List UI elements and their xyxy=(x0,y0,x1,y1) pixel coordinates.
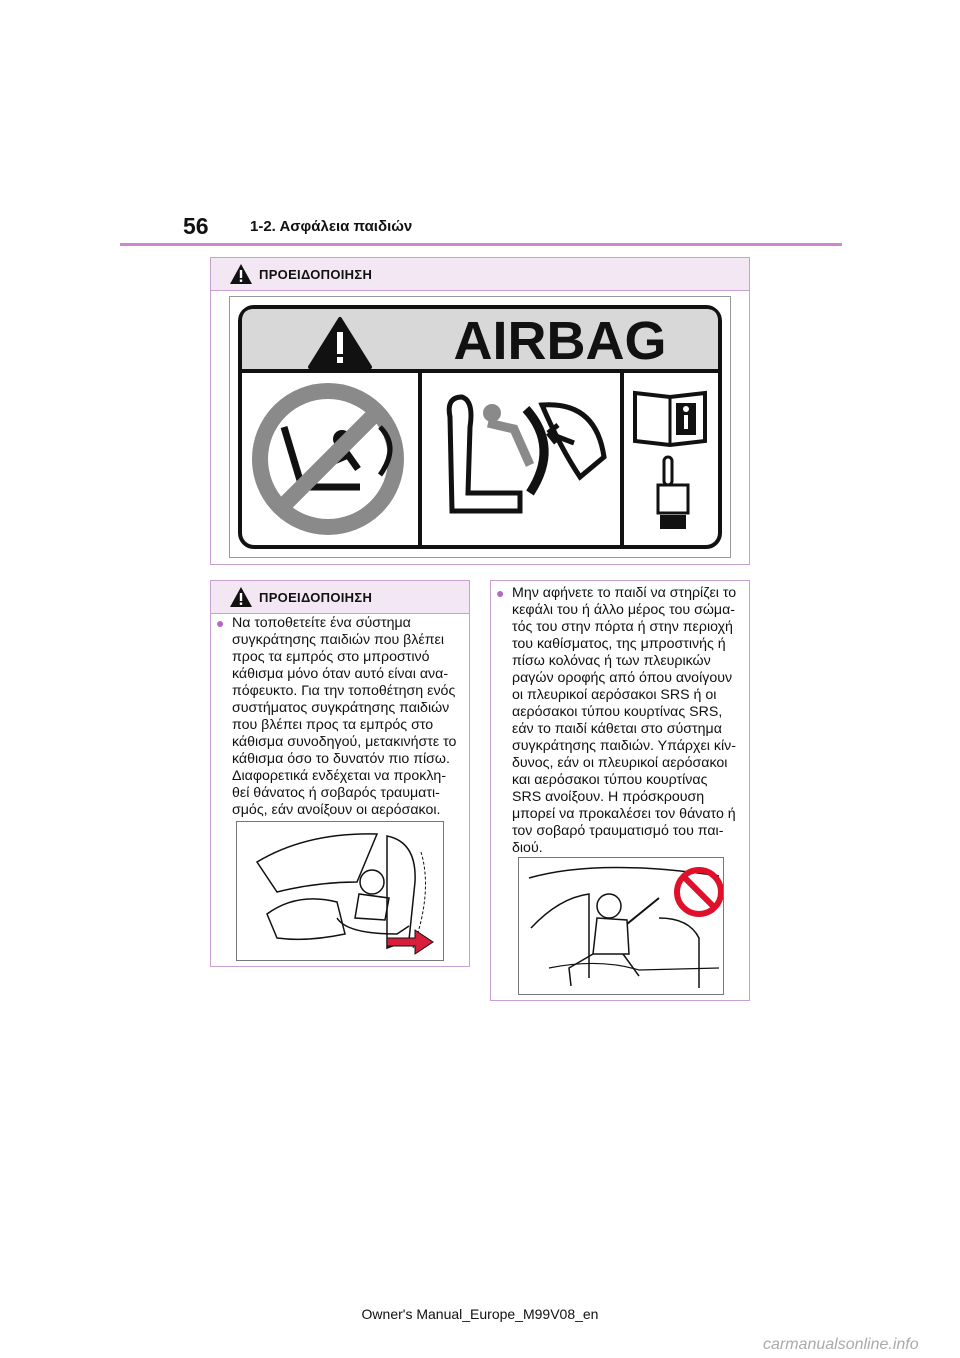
page-number: 56 xyxy=(183,213,209,239)
warning-title: ΠΡΟΕΙΔΟΠΟΙΗΣΗ xyxy=(259,267,373,282)
section-title: 1-2. Ασφάλεια παιδιών xyxy=(250,218,413,235)
header-rule xyxy=(120,243,842,246)
warning-left-paragraph xyxy=(216,615,466,825)
warning-box-right xyxy=(490,580,750,1001)
warning-box-left xyxy=(210,580,470,967)
warning-triangle-icon xyxy=(229,263,253,285)
airbag-label-figure xyxy=(229,296,731,558)
footer-manual-id: Owner's Manual_Europe_M99V08_en xyxy=(361,1306,599,1322)
prohibited-icon xyxy=(677,870,721,914)
warning-right-paragraph xyxy=(496,585,746,859)
front-seat-child-restraint-illustration xyxy=(236,821,444,961)
warning-title: ΠΡΟΕΙΔΟΠΟΙΗΣΗ xyxy=(259,590,373,605)
warning-triangle-icon xyxy=(229,586,253,608)
warning-left-text: Να τοποθετείτε ένα σύστημα συγκράτησης παιδιών που βλέπει προς τα εμπρός στο μπροστινό κάθισμα μόνο όταν αυτό είναι ανα- πόφευκτο. Για την τοποθέτηση ενός συστήματος συγκράτησης παιδιών που βλέπει προς τα εμπρός στο κάθισμα συνοδηγού, μετακινήστε το κάθισμα όσο το δυνατόν πιο πίσω. Διαφορετικά ενδέχεται να προκλη- θεί θάνατος ή σοβαρός τραυματι- σμός, εάν ανοίξουν οι αερόσακοι. xyxy=(232,615,457,818)
child-leaning-prohibited-illustration xyxy=(518,857,724,995)
read-manual-icon xyxy=(635,393,705,445)
bullet-icon: ● xyxy=(216,615,225,631)
warning-box-top xyxy=(210,257,750,565)
airbag-label-text: AIRBAG xyxy=(453,311,667,371)
warning-right-text: Μην αφήνετε το παιδί να στηρίζει το κεφάλι του ή άλλο μέρος του σώμα- τός του στην πόρτα ή στην περιοχή του καθίσματος, της μπροστινής ή πίσω κολόνας ή των πλευρικών ραγών οροφής από όπου ανοίγουν οι πλευρικοί αερόσακοι SRS ή οι αερόσακοι τύπου κουρτίνας SRS, εάν το παιδί κάθεται στο σύστημα συγκράτησης παιδιών. Υπάρχει κίν- δυνος, εάν οι πλευρικοί αερόσακοι και αερόσακοι τύπου κουρτίνας SRS ανοίξουν. Η πρόσκρουση μπορεί να προκαλέσει τον θάνατο ή τον σοβαρό τραυματισμό του παι- διού. xyxy=(512,585,737,856)
warning-header xyxy=(211,581,469,614)
bullet-icon: ● xyxy=(496,585,505,601)
warning-header xyxy=(211,258,749,291)
watermark: carmanualsonline.info xyxy=(763,1336,919,1353)
